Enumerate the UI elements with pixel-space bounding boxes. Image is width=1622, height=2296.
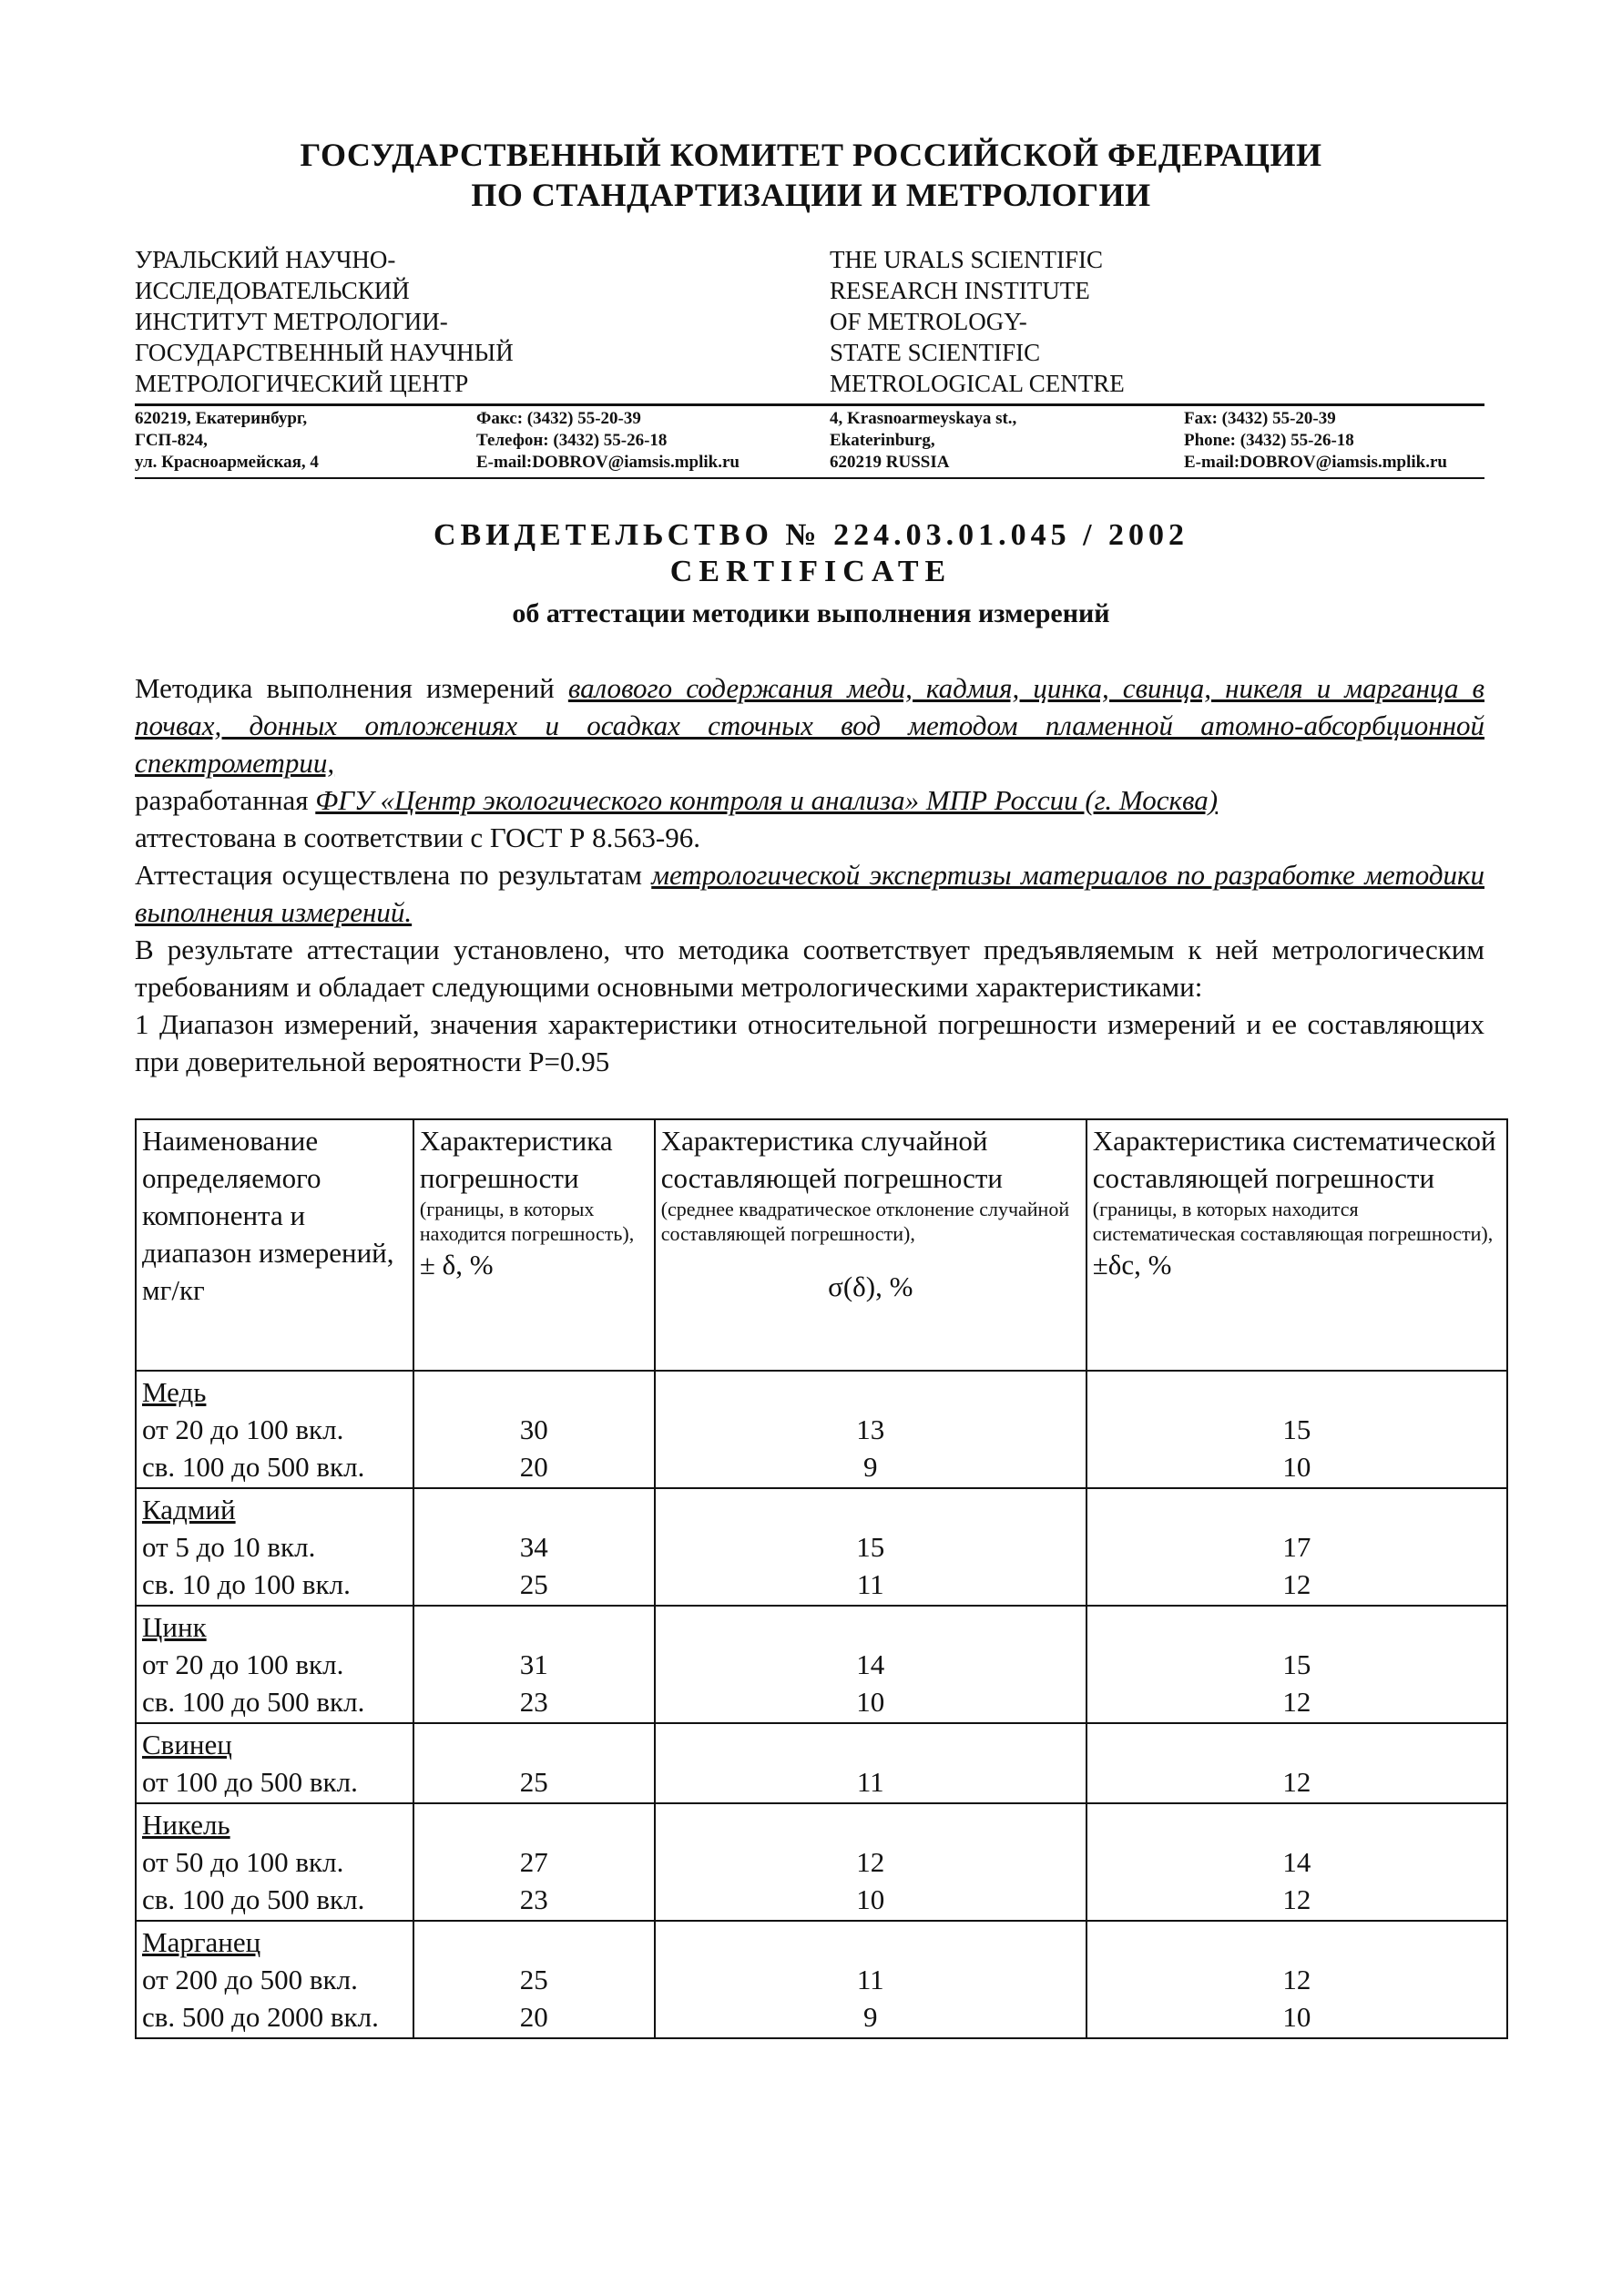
cell-spacer	[1093, 1924, 1501, 1961]
range-value: от 20 до 100 вкл.	[142, 1648, 344, 1680]
range-value: св. 500 до 2000 вкл.	[142, 2001, 379, 2033]
table-row	[136, 1488, 1507, 1606]
cell-spacer	[661, 1806, 1080, 1843]
component-name: Свинец	[142, 1729, 232, 1760]
ru-phones	[476, 408, 740, 474]
sigma-value: 14	[856, 1648, 885, 1680]
en-address	[830, 408, 1016, 474]
developer-name: ФГУ «Центр экологического контроля и анализа» МПР России (г. Москва)	[315, 784, 1219, 816]
basis-text: метрологической экспертизы материалов по разработке методики выполнения измерений.	[135, 859, 1484, 928]
range-value: св. 100 до 500 вкл.	[142, 1451, 365, 1483]
org-name-en	[830, 244, 1394, 399]
certificate-title-en: CERTIFICATE	[669, 555, 953, 588]
delta-cell	[413, 1921, 655, 2038]
cell-spacer	[661, 1726, 1080, 1763]
cell-spacer	[420, 1806, 648, 1843]
org-ru-line: ГОСУДАРСТВЕННЫЙ НАУЧНЫЙ	[135, 339, 514, 366]
org-ru-line: ИНСТИТУТ МЕТРОЛОГИИ-	[135, 308, 448, 335]
cell-spacer	[661, 1608, 1080, 1646]
org-en-line: METROLOGICAL CENTRE	[830, 370, 1125, 397]
delta_c-value: 14	[1282, 1846, 1311, 1878]
delta-value: 34	[519, 1531, 548, 1563]
component-name: Марганец	[142, 1926, 261, 1958]
delta-value: 25	[519, 1766, 548, 1798]
header-systematic-error: Характеристика систематической составляющей погрешности (границы, в которых находится систематическая составляющая погрешности), ±δс, %	[1086, 1119, 1507, 1371]
component-name: Цинк	[142, 1611, 207, 1643]
basis-paragraph	[135, 856, 1484, 931]
sigma-value: 11	[856, 1964, 884, 1995]
cell-spacer	[420, 1373, 648, 1411]
component-name: Медь	[142, 1376, 207, 1408]
delta_c-cell	[1086, 1371, 1507, 1488]
contact-line: Факс: (3432) 55-20-39	[476, 409, 641, 428]
method-name: валового содержания меди, кадмия, цинка, свинца, никеля и марганца в почвах, донных отложениях и осадках сточных вод методом пламенной атомно-абсорбционной спектрометрии,	[135, 672, 1484, 779]
delta-cell	[413, 1723, 655, 1803]
delta-value: 31	[519, 1648, 548, 1680]
component-cell	[136, 1371, 413, 1488]
sigma-cell	[655, 1803, 1086, 1921]
table-row	[136, 1606, 1507, 1723]
delta-cell	[413, 1488, 655, 1606]
delta_c-value: 12	[1282, 1686, 1311, 1718]
range-value: от 100 до 500 вкл.	[142, 1766, 358, 1798]
cell-spacer	[1093, 1491, 1501, 1528]
org-ru-line: УРАЛЬСКИЙ НАУЧНО-	[135, 246, 396, 273]
developer-prefix: разработанная	[135, 784, 316, 816]
contact-line: Phone: (3432) 55-26-18	[1184, 431, 1354, 450]
component-name: Кадмий	[142, 1494, 236, 1526]
delta_c-cell	[1086, 1921, 1507, 2038]
contact-line: ГСП-824,	[135, 431, 208, 450]
range-paragraph: 1 Диапазон измерений, значения характеристики относительной погрешности измерений и ее составляющих при доверительной вероятности Р=0.95	[135, 1008, 1484, 1077]
agency-line-1: ГОСУДАРСТВЕННЫЙ КОМИТЕТ РОССИЙСКОЙ ФЕДЕРАЦИИ	[300, 137, 1322, 173]
developer-paragraph	[135, 781, 1484, 819]
sigma-value: 11	[856, 1766, 884, 1798]
table-body	[136, 1371, 1507, 2038]
delta-value: 20	[519, 1451, 548, 1483]
delta_c-cell	[1086, 1803, 1507, 1921]
cell-spacer	[420, 1924, 648, 1961]
table-row	[136, 1803, 1507, 1921]
method-prefix: Методика выполнения измерений	[135, 672, 568, 704]
delta-value: 20	[519, 2001, 548, 2033]
org-en-line: STATE SCIENTIFIC	[830, 339, 1041, 366]
cell-spacer	[1093, 1608, 1501, 1646]
range-value: св. 100 до 500 вкл.	[142, 1883, 365, 1915]
contact-line: 620219 RUSSIA	[830, 453, 950, 472]
delta-cell	[413, 1371, 655, 1488]
delta_c-value: 15	[1282, 1648, 1311, 1680]
delta_c-value: 12	[1282, 1883, 1311, 1915]
ru-address	[135, 408, 319, 474]
sigma-cell	[655, 1921, 1086, 2038]
contact-line: Ekaterinburg,	[830, 431, 935, 450]
cell-spacer	[1093, 1373, 1501, 1411]
sigma-value: 12	[856, 1846, 885, 1878]
agency-line-2: ПО СТАНДАРТИЗАЦИИ И МЕТРОЛОГИИ	[471, 177, 1151, 213]
contact-line: 4, Krasnoarmeyskaya st.,	[830, 409, 1017, 428]
table-row	[136, 1371, 1507, 1488]
range-value: св. 100 до 500 вкл.	[142, 1686, 365, 1718]
delta-value: 30	[519, 1413, 548, 1445]
contact-line: Телефон: (3432) 55-26-18	[476, 431, 668, 450]
sigma-value: 10	[856, 1883, 885, 1915]
delta_c-cell	[1086, 1723, 1507, 1803]
delta-cell	[413, 1606, 655, 1723]
cell-spacer	[661, 1491, 1080, 1528]
org-en-line: OF METROLOGY-	[830, 308, 1027, 335]
delta_c-value: 12	[1282, 1964, 1311, 1995]
delta-value: 25	[519, 1964, 548, 1995]
certificate-subtitle: об аттестации методики выполнения измерений	[512, 598, 1110, 628]
range-value: от 20 до 100 вкл.	[142, 1413, 344, 1445]
cell-spacer	[1093, 1726, 1501, 1763]
metrology-table	[135, 1118, 1508, 2039]
sigma-cell	[655, 1488, 1086, 1606]
method-paragraph	[135, 669, 1484, 781]
range-value: от 5 до 10 вкл.	[142, 1531, 316, 1563]
delta-value: 23	[519, 1686, 548, 1718]
delta_c-cell	[1086, 1606, 1507, 1723]
en-phones	[1184, 408, 1447, 474]
delta_c-value: 15	[1282, 1413, 1311, 1445]
org-en-line: THE URALS SCIENTIFIC	[830, 246, 1104, 273]
sigma-cell	[655, 1723, 1086, 1803]
cell-spacer	[420, 1726, 648, 1763]
contact-line: ул. Красноармейская, 4	[135, 453, 319, 472]
component-cell	[136, 1921, 413, 2038]
email-link[interactable]: E-mail:DOBROV@iamsis.mplik.ru	[1184, 453, 1447, 472]
range-value: св. 10 до 100 вкл.	[142, 1568, 351, 1600]
component-cell	[136, 1723, 413, 1803]
header-random-error: Характеристика случайной составляющей погрешности (среднее квадратическое отклонение случайной составляющей погрешности), σ(δ), %	[655, 1119, 1086, 1371]
cell-spacer	[661, 1373, 1080, 1411]
contact-line: Fax: (3432) 55-20-39	[1184, 409, 1336, 428]
component-cell	[136, 1606, 413, 1723]
sigma-cell	[655, 1371, 1086, 1488]
sigma-value: 13	[856, 1413, 885, 1445]
component-name: Никель	[142, 1809, 230, 1841]
sigma-value: 10	[856, 1686, 885, 1718]
standard-paragraph: аттестована в соответствии с ГОСТ Р 8.563-96.	[135, 821, 700, 853]
basis-prefix: Аттестация осуществлена по результатам	[135, 859, 652, 891]
sigma-value: 9	[863, 2001, 878, 2033]
cell-spacer	[420, 1491, 648, 1528]
delta_c-cell	[1086, 1488, 1507, 1606]
cell-spacer	[420, 1608, 648, 1646]
table-row	[136, 1921, 1507, 2038]
delta-cell	[413, 1803, 655, 1921]
org-ru-line: МЕТРОЛОГИЧЕСКИЙ ЦЕНТР	[135, 370, 469, 397]
delta_c-value: 12	[1282, 1568, 1311, 1600]
sigma-value: 9	[863, 1451, 878, 1483]
header-component: Наименование определяемого компонента и диапазон измерений, мг/кг	[136, 1119, 413, 1371]
delta_c-value: 10	[1282, 2001, 1311, 2033]
sigma-value: 15	[856, 1531, 885, 1563]
sigma-value: 11	[856, 1568, 884, 1600]
table-row	[136, 1723, 1507, 1803]
agency-header	[0, 135, 1622, 215]
table-header-row	[136, 1119, 1507, 1371]
range-value: от 200 до 500 вкл.	[142, 1964, 358, 1995]
header-error: Характеристика погрешности (границы, в которых находится погрешность), ± δ, %	[413, 1119, 655, 1371]
contacts-strip	[135, 403, 1484, 479]
delta-value: 25	[519, 1568, 548, 1600]
certificate-body	[135, 669, 1484, 1080]
org-name-ru	[135, 244, 699, 399]
delta_c-value: 12	[1282, 1766, 1311, 1798]
contact-line: 620219, Екатеринбург,	[135, 409, 308, 428]
org-en-line: RESEARCH INSTITUTE	[830, 277, 1090, 304]
delta_c-value: 10	[1282, 1451, 1311, 1483]
cell-spacer	[661, 1924, 1080, 1961]
delta-value: 27	[519, 1846, 548, 1878]
component-cell	[136, 1488, 413, 1606]
org-ru-line: ИССЛЕДОВАТЕЛЬСКИЙ	[135, 277, 410, 304]
result-paragraph: В результате аттестации установлено, что методика соответствует предъявляемым к ней метрологическим требованиям и обладает следующими основными метрологическими характеристиками:	[135, 934, 1484, 1003]
email-link[interactable]: E-mail:DOBROV@iamsis.mplik.ru	[476, 453, 740, 472]
cell-spacer	[1093, 1806, 1501, 1843]
range-value: от 50 до 100 вкл.	[142, 1846, 344, 1878]
certificate-title-ru: СВИДЕТЕЛЬСТВО № 224.03.01.045 / 2002	[433, 518, 1189, 552]
delta_c-value: 17	[1282, 1531, 1311, 1563]
sigma-cell	[655, 1606, 1086, 1723]
delta-value: 23	[519, 1883, 548, 1915]
component-cell	[136, 1803, 413, 1921]
